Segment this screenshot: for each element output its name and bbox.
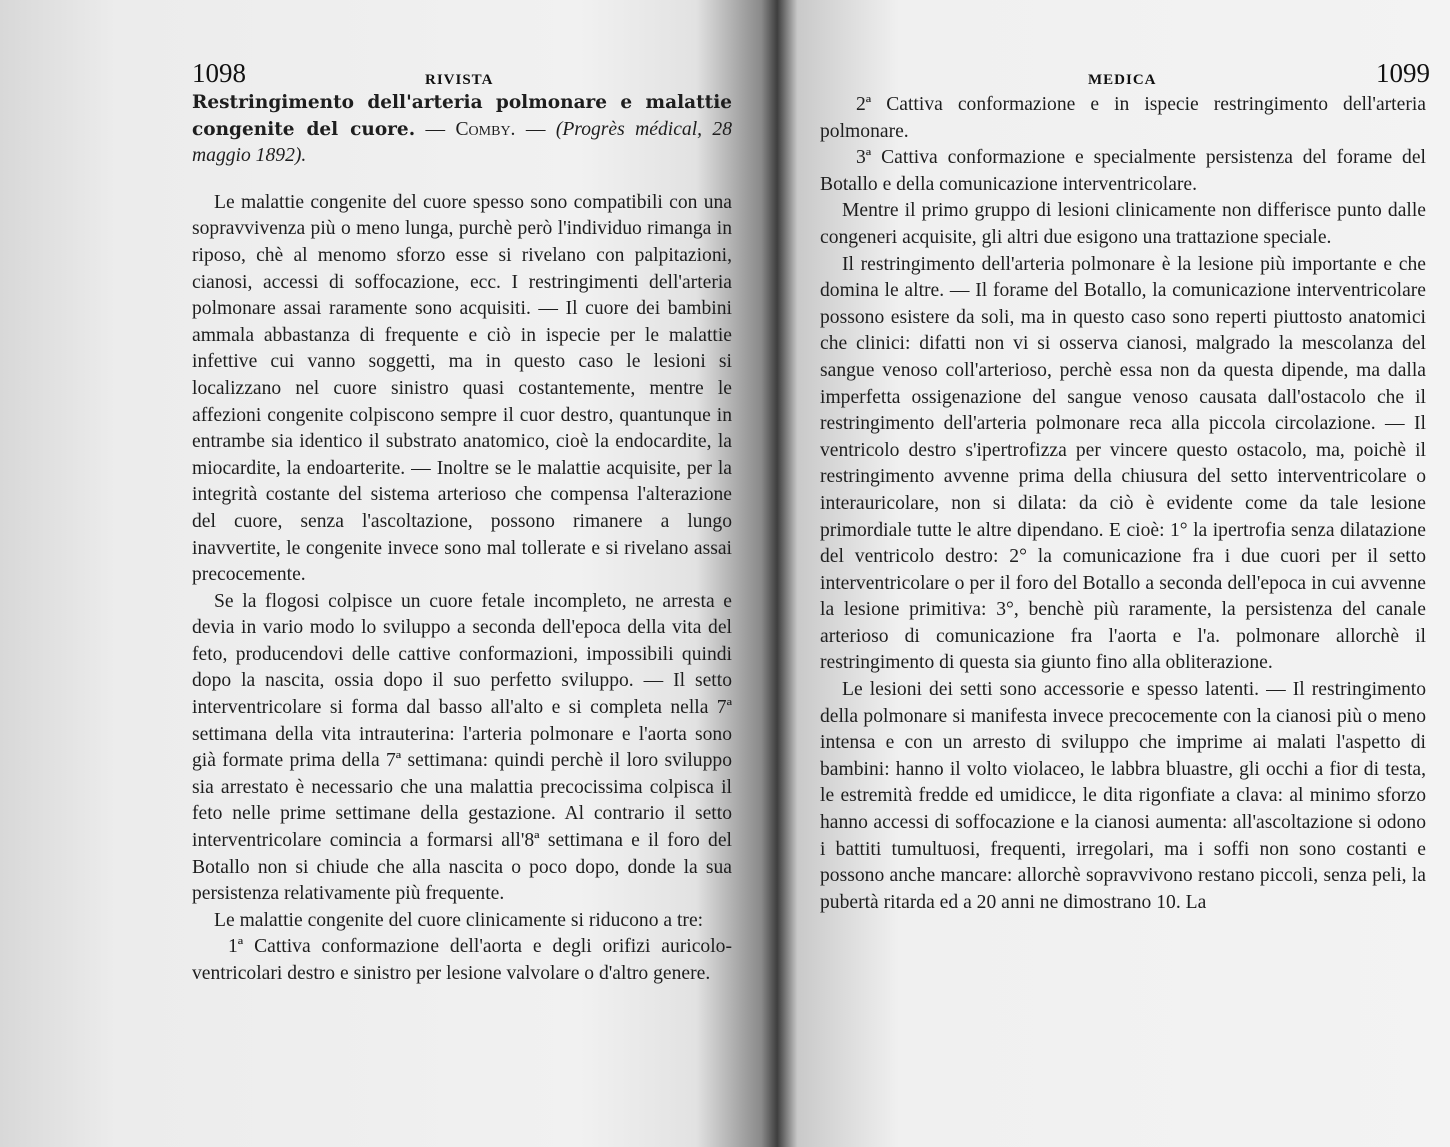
paragraph: Se la flogosi colpisce un cuore fetale incompleto, ne arresta e devia in vario modo lo sviluppo a seconda dell'epoca della vita del feto, producendovi delle cattive conformazioni, impossibili quindi dopo la nascita, ossia dopo il suo perfetto sviluppo. — Il setto interventricolare si forma dal basso all'alto e si completa nella 7ª settimana della vita intrauterina: l'arteria polmonare e l'aorta sono già formate prima della 7ª settimana: quindi perchè il loro sviluppo sia arrestato è necessario che una malattia precocissima colpisca il feto nelle prime settimane della gestazione. Al contrario il setto interventricolare comincia a formarsi all'8ª settimana e il foro del Botallo non si chiude che alla nascita o poco dopo, donde la sua persistenza relativamente più frequente.	[192, 590, 732, 905]
running-head-left: RIVISTA	[425, 72, 494, 88]
paragraph: 1ª Cattiva conformazione dell'aorta e degli orifizi auricolo-ventricolari destro e sinistro per lesione valvolare o d'altro genere.	[192, 936, 732, 984]
page-number-left: 1098	[192, 58, 246, 88]
article-title: Restringimento dell'arteria polmonare e malattie congenite del cuore.	[192, 92, 732, 140]
paragraph: 3ª Cattiva conformazione e specialmente persistenza del forame del Botallo e della comunicazione interventricolare.	[820, 147, 1426, 195]
paragraph: Le malattie congenite del cuore spesso sono compatibili con una sopravvivenza più o meno lunga, purchè però l'individuo rimanga in riposo, chè al menomo sforzo esse si rivelano con palpitazioni, cianosi, accessi di soffocazione, ecc. I restringimenti dell'arteria polmonare assai raramente sono acquisiti. — Il cuore dei bambini ammala abbastanza di frequente e ciò in ispecie per le malattie infettive cui vanno soggetti, ma in questo caso le lesioni si localizzano nel cuore sinistro quasi costantemente, mentre le affezioni congenite colpiscono sempre il cuor destro, quantunque in entrambe sia identico il substrato anatomico, cioè la endocardite, la miocardite, la endoarterite. — Inoltre se le malattie acquisite, per la integrità costante del sistema arterioso che compensa l'alterazione del cuore, senza l'ascoltazione, possono rimanere a lungo inavvertite, le congenite invece sono mal tollerate e si rivelano assai precocemente.	[192, 191, 732, 586]
paragraph: Il restringimento dell'arteria polmonare è la lesione più importante e che domina le altre. — Il forame del Botallo, la comunicazione interventricolare possono esistere da soli, ma in questo caso sono reperti piuttosto anatomici che clinici: difatti non vi si osserva cianosi, malgrado la mescolanza del sangue venoso coll'arterioso, perchè essa non da questa dipende, ma dalla imperfetta ossigenazione del sangue venoso causata dall'ostacolo che il restringimento dell'arteria polmonare reca alla piccola circolazione. — Il ventricolo destro s'ipertrofizza per vincere questo ostacolo, ma, poichè il restringimento avvenne prima della chiusura del setto interventricolare o interauricolare, non si dilata: da ciò è evidente come da tale lesione primordiale tutte le altre dipendano. E cioè: 1° la ipertrofia senza dilatazione del ventricolo destro: 2° la comunicazione fra i due cuori per il setto interventricolare o per il foro del Botallo a seconda dell'epoca in cui avvenne la lesione primitiva: 3°, benchè più raramente, la persistenza del canale arterioso di comunicazione fra l'aorta e l'a. polmonare allorchè il restringimento di questa sia giunto fino alla obliterazione.	[820, 253, 1426, 674]
right-page	[778, 0, 1450, 1147]
article-citation: (Progrès médical, 28 maggio 1892).	[192, 118, 733, 167]
article-author: Comby.	[455, 118, 516, 140]
article-heading: Restringimento dell'arteria polmonare e malattie congenite del cuore. — Comby. — (Progrès médical, 28 maggio 1892).	[192, 92, 733, 167]
running-head-right: MEDICA	[1088, 72, 1157, 88]
paragraph: Le malattie congenite del cuore clinicamente si riducono a tre:	[214, 909, 704, 931]
right-column	[820, 92, 1426, 916]
page-number-right: 1099	[1376, 58, 1430, 88]
left-column	[192, 90, 732, 988]
paragraph: Le lesioni dei setti sono accessorie e spesso latenti. — Il restringimento della polmonare si manifesta invece precocemente con la cianosi più o meno intensa e con un arresto di sviluppo che imprime ai malati l'aspetto di bambini: hanno il volto violaceo, le labbra bluastre, gli occhi a fior di testa, le estremità fredde ed umidicce, le dita rigonfiate a clava: al minimo sforzo hanno accessi di soffocazione e la cianosi aumenta: all'ascoltazione si odono i battiti tumultuosi, frequenti, irregolari, ma i soffi non sono costanti e possono anche mancare: allorchè sopravvivono restano piccoli, senza peli, la pubertà ritarda ed a 20 anni ne dimostrano 10. La	[820, 679, 1426, 913]
paragraph: Mentre il primo gruppo di lesioni clinicamente non differisce punto dalle congeneri acquisite, gli altri due esigono una trattazione speciale.	[820, 200, 1426, 248]
paragraph: 2ª Cattiva conformazione e in ispecie restringimento dell'arteria polmonare.	[820, 94, 1426, 142]
